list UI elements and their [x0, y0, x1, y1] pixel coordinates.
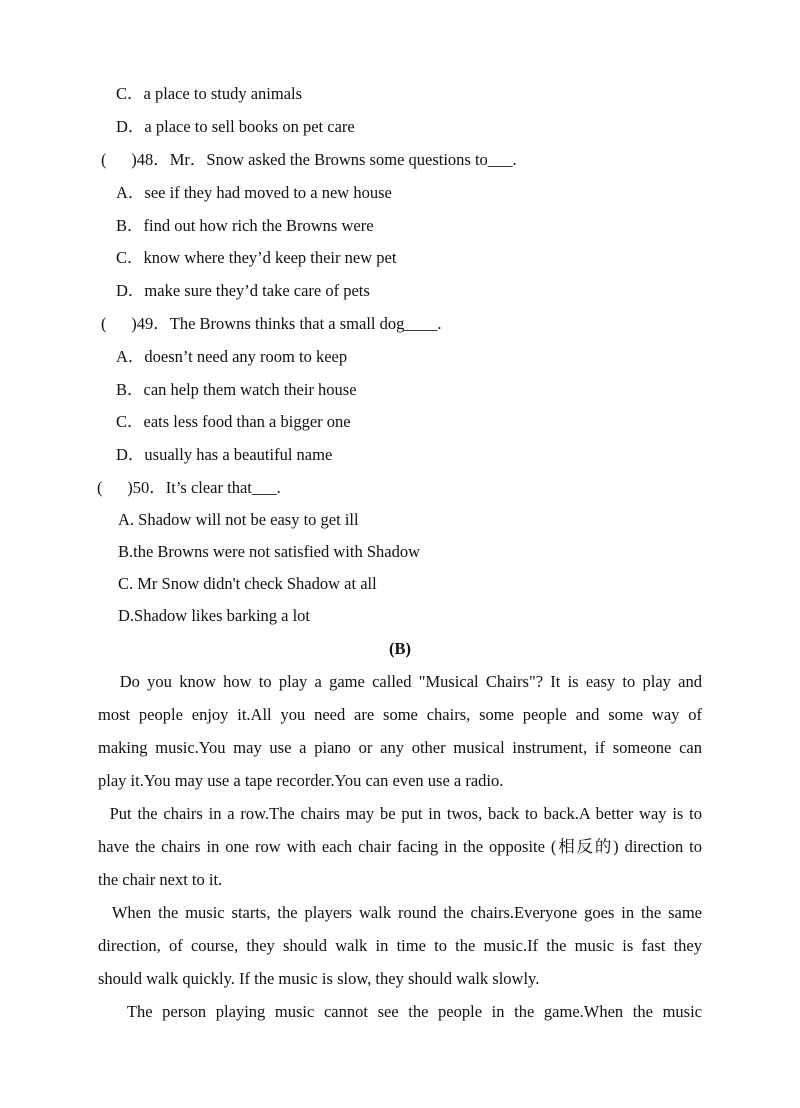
- question-47-option-d: D．a place to sell books on pet care: [116, 117, 355, 136]
- paragraph-3-line-1: When the music starts, the players walk round the chairs.Everyone goes in the same: [98, 903, 702, 922]
- paragraph-1-line-2: most people enjoy it.All you need are some chairs, some people and some way of: [98, 705, 702, 724]
- paragraph-2-line-3: the chair next to it.: [98, 870, 223, 889]
- question-50-stem: ( )50．It’s clear that___.: [97, 478, 281, 497]
- paragraph-2-line-2: have the chairs in one row with each chair facing in the opposite (相反的) direction to: [98, 837, 702, 856]
- paragraph-4-line-1: The person playing music cannot see the people in the game.When the music: [98, 1002, 702, 1021]
- question-48-option-d: D．make sure they’d take care of pets: [116, 281, 370, 300]
- question-49-option-b: B．can help them watch their house: [116, 380, 357, 399]
- question-50-option-b: B.the Browns were not satisfied with Shadow: [118, 542, 421, 561]
- section-b-heading: (B): [389, 639, 411, 658]
- question-47-option-c: C．a place to study animals: [116, 84, 303, 103]
- paragraph-1-line-4: play it.You may use a tape recorder.You can even use a radio.: [98, 771, 504, 790]
- paragraph-1-line-3: making music.You may use a piano or any other musical instrument, if someone can: [98, 738, 702, 757]
- paragraph-2-line-1: Put the chairs in a row.The chairs may be put in twos, back to back.A better way is to: [98, 804, 702, 823]
- paragraph-1-line-1: Do you know how to play a game called "Musical Chairs"? It is easy to play and: [98, 672, 702, 691]
- paragraph-3-line-2: direction, of course, they should walk in time to the music.If the music is fast they: [98, 936, 702, 955]
- question-50-option-d: D.Shadow likes barking a lot: [118, 606, 311, 625]
- question-48-option-b: B．find out how rich the Browns were: [116, 216, 374, 235]
- question-49-option-c: C．eats less food than a bigger one: [116, 412, 351, 431]
- question-48-option-a: A．see if they had moved to a new house: [116, 183, 392, 202]
- question-50-option-c: C. Mr Snow didn't check Shadow at all: [118, 574, 377, 593]
- question-48-stem: ( )48．Mr．Snow asked the Browns some questions to___.: [101, 150, 517, 169]
- question-50-option-a: A. Shadow will not be easy to get ill: [118, 510, 359, 529]
- question-49-option-a: A．doesn’t need any room to keep: [116, 347, 348, 366]
- question-49-option-d: D．usually has a beautiful name: [116, 445, 333, 464]
- question-48-option-c: C．know where they’d keep their new pet: [116, 248, 397, 267]
- paragraph-3-line-3: should walk quickly. If the music is slow, they should walk slowly.: [98, 969, 540, 988]
- question-49-stem: ( )49．The Browns thinks that a small dog____.: [101, 314, 442, 333]
